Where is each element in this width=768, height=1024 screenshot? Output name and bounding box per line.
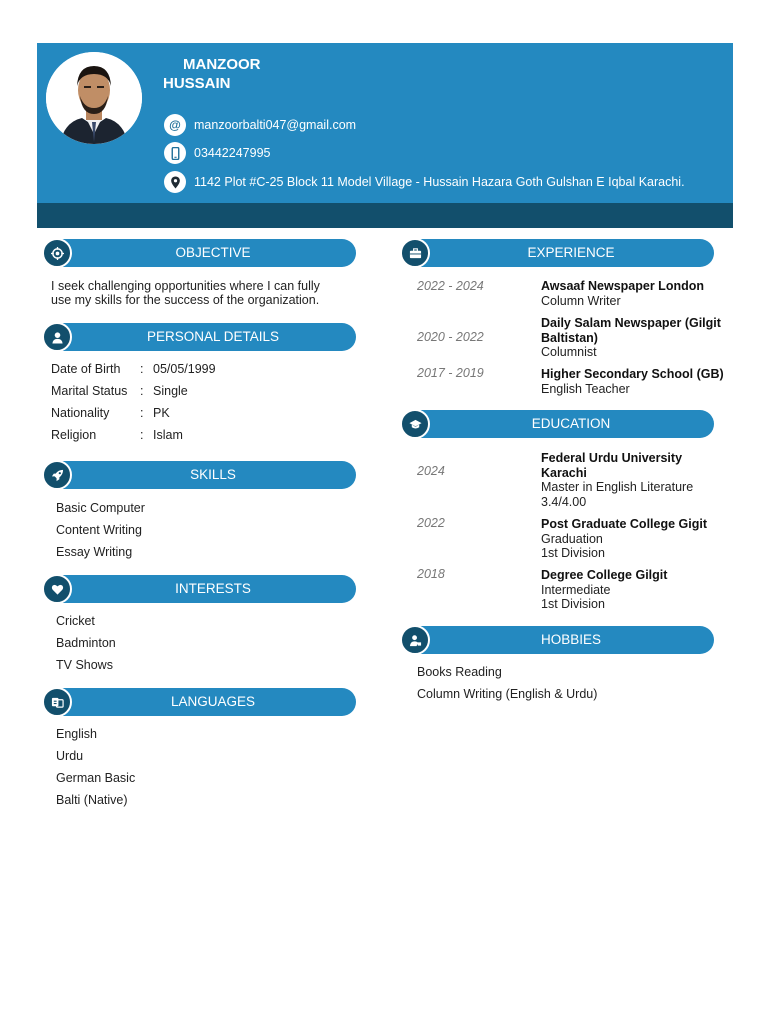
personal-label: Marital Status	[51, 384, 128, 398]
profile-photo	[46, 52, 142, 144]
education-degree: Intermediate	[541, 582, 611, 597]
section-title: EDUCATION	[402, 410, 714, 438]
section-title: INTERESTS	[44, 575, 356, 603]
colon: :	[140, 362, 144, 376]
education-degree: Master in English Literature	[541, 480, 694, 494]
skill-item: Content Writing	[56, 523, 142, 537]
hobby-item: Column Writing (English & Urdu)	[417, 687, 598, 701]
skill-item: Essay Writing	[56, 545, 133, 559]
contact-email[interactable]	[164, 114, 356, 136]
at-icon: @	[164, 114, 186, 136]
personal-value: 05/05/1999	[153, 362, 216, 376]
header-strip	[37, 203, 733, 228]
section-objective	[42, 238, 356, 268]
education-title: Federal Urdu University Karachi	[541, 451, 683, 480]
experience-date: 2020 - 2022	[417, 330, 484, 344]
section-languages	[42, 687, 356, 717]
education-grade: 3.4/4.00	[541, 494, 587, 509]
language-item: Urdu	[56, 749, 84, 763]
experience-title: Daily Salam Newspaper (Gilgit Baltistan)	[541, 316, 721, 345]
personal-value: PK	[153, 406, 170, 420]
personal-label: Nationality	[51, 406, 110, 420]
objective-text	[51, 279, 351, 307]
target-icon	[42, 238, 72, 268]
graduation-cap-icon	[400, 409, 430, 439]
heart-icon	[42, 574, 72, 604]
section-title: EXPERIENCE	[402, 239, 714, 267]
interest-item: TV Shows	[56, 658, 113, 672]
experience-date: 2022 - 2024	[417, 279, 484, 293]
section-title: OBJECTIVE	[44, 239, 356, 267]
contact-phone[interactable]	[164, 142, 270, 164]
language-item: German Basic	[56, 771, 136, 785]
experience-role: Columnist	[541, 345, 597, 359]
colon: :	[140, 384, 144, 398]
education-degree: Graduation	[541, 531, 603, 546]
section-title: HOBBIES	[402, 626, 714, 654]
education-date: 2018	[417, 567, 445, 581]
hobby-item: Books Reading	[417, 665, 502, 679]
address-text: 1142 Plot #C-25 Block 11 Model Village - Hussain Hazara Goth Gulshan E Iqbal Karachi.	[194, 175, 685, 189]
experience-role: English Teacher	[541, 381, 630, 396]
section-education	[400, 409, 714, 439]
colon: :	[140, 406, 144, 420]
experience-entry	[541, 316, 731, 360]
education-title: Post Graduate College Gigit	[541, 517, 707, 531]
user-hobby-icon	[400, 625, 430, 655]
experience-entry	[541, 367, 731, 396]
phone-icon	[164, 142, 186, 164]
experience-title: Higher Secondary School (GB)	[541, 367, 724, 381]
rocket-icon	[42, 460, 72, 490]
education-entry	[541, 568, 731, 612]
section-hobbies	[400, 625, 714, 655]
experience-title: Awsaaf Newspaper London	[541, 279, 704, 293]
briefcase-icon	[400, 238, 430, 268]
contact-address	[164, 171, 685, 193]
education-date: 2024	[417, 464, 445, 478]
colon: :	[140, 428, 144, 442]
personal-value: Islam	[153, 428, 183, 442]
experience-role: Column Writer	[541, 293, 621, 308]
education-entry	[541, 451, 731, 509]
education-grade: 1st Division	[541, 546, 605, 560]
location-pin-icon	[164, 171, 186, 193]
objective-line: I seek challenging opportunities where I can fully	[51, 279, 320, 293]
personal-label: Date of Birth	[51, 362, 121, 376]
section-skills	[42, 460, 356, 490]
interest-item: Cricket	[56, 614, 95, 628]
experience-date: 2017 - 2019	[417, 366, 484, 380]
personal-value: Single	[153, 384, 188, 398]
first-name: MANZOOR	[183, 56, 261, 73]
skill-item: Basic Computer	[56, 501, 145, 515]
education-grade: 1st Division	[541, 597, 605, 611]
user-icon	[42, 322, 72, 352]
section-title: SKILLS	[44, 461, 356, 489]
phone-text: 03442247995	[194, 146, 271, 160]
section-personal-details	[42, 322, 356, 352]
education-title: Degree College Gilgit	[541, 568, 668, 582]
education-date: 2022	[417, 516, 445, 530]
section-title: PERSONAL DETAILS	[44, 323, 356, 351]
language-item: Balti (Native)	[56, 793, 128, 807]
section-title: LANGUAGES	[44, 688, 356, 716]
section-experience	[400, 238, 714, 268]
language-item: English	[56, 727, 97, 741]
objective-line: use my skills for the success of the organization.	[51, 293, 320, 307]
personal-label: Religion	[51, 428, 97, 442]
last-name: HUSSAIN	[163, 75, 231, 92]
email-text: manzoorbalti047@gmail.com	[194, 118, 357, 132]
interest-item: Badminton	[56, 636, 116, 650]
section-interests	[42, 574, 356, 604]
language-icon	[42, 687, 72, 717]
education-entry	[541, 517, 731, 561]
experience-entry	[541, 279, 731, 308]
